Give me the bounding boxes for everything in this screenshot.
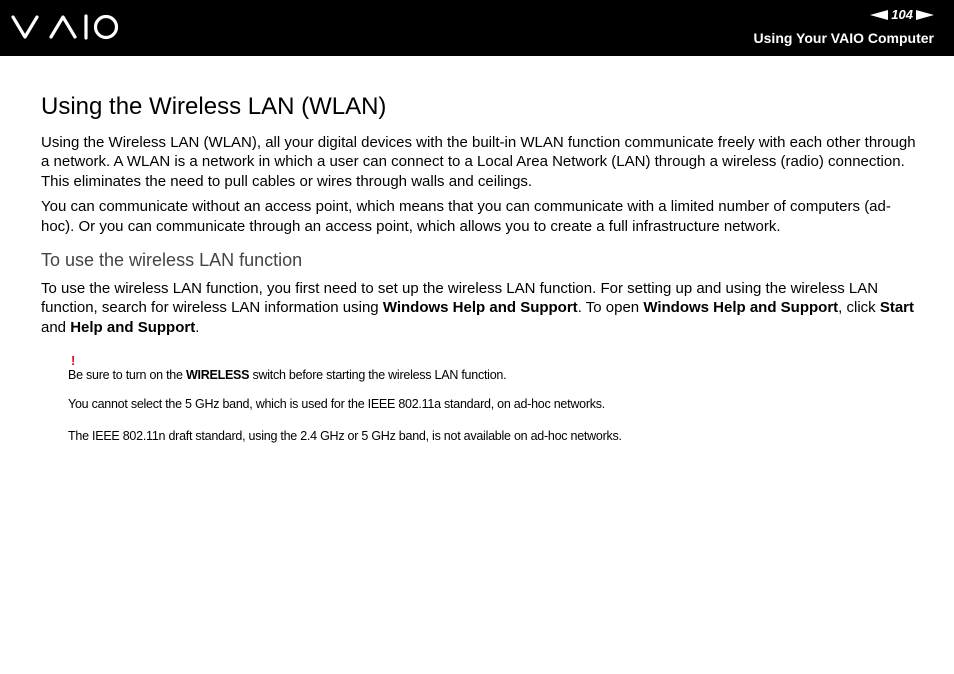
note-wireless-switch bbox=[68, 367, 921, 383]
page-header bbox=[0, 0, 954, 56]
wireless-term: WIRELESS bbox=[185, 368, 250, 383]
previous-page-arrow-icon[interactable] bbox=[870, 10, 888, 20]
windows-help-support-term: Windows Help and Support bbox=[643, 299, 839, 317]
note-5ghz-band: You cannot select the 5 GHz band, which is used for the IEEE 802.11a standard, on ad-hoc networks. bbox=[68, 397, 605, 412]
next-page-arrow-icon[interactable] bbox=[916, 10, 934, 20]
setup-text: . To open bbox=[577, 299, 644, 317]
warning-mark-icon: ! bbox=[71, 353, 76, 369]
setup-text: , click bbox=[838, 299, 880, 317]
setup-text: . bbox=[195, 318, 200, 336]
page-navigator bbox=[870, 7, 934, 23]
page-number: 104 bbox=[891, 7, 913, 22]
notes-section bbox=[41, 354, 921, 444]
page-content bbox=[41, 92, 921, 444]
note-80211n-draft: The IEEE 802.11n draft standard, using the 2.4 GHz or 5 GHz band, is not available on ad-hoc networks. bbox=[68, 429, 622, 444]
windows-help-support-term: Windows Help and Support bbox=[382, 299, 578, 317]
subheading: To use the wireless LAN function bbox=[41, 250, 303, 271]
access-point-paragraph: You can communicate without an access point, which means that you can communicate with a limited number of computers (ad-hoc). Or you can communicate through an access point, which allows you to create a full infrastructure network. bbox=[41, 198, 891, 235]
start-term: Start bbox=[879, 299, 915, 317]
setup-paragraph bbox=[41, 279, 921, 337]
help-and-support-term: Help and Support bbox=[70, 318, 196, 336]
vaio-logo bbox=[11, 13, 121, 46]
intro-paragraph: Using the Wireless LAN (WLAN), all your digital devices with the built-in WLAN function communicate freely with each other through a network. A WLAN is a network in which a user can connect to a Local Area Network (LAN) through a wireless (radio) connection. This eliminates the need to pull cables or wires through walls and ceilings. bbox=[41, 134, 916, 190]
section-title: Using Your VAIO Computer bbox=[753, 30, 934, 46]
note-text: switch before starting the wireless LAN function. bbox=[249, 368, 507, 383]
vaio-logo-icon bbox=[11, 13, 121, 41]
setup-text: To use the wireless LAN function, you first need to set up the wireless LAN function. For setting up and using the wireless LAN function, search for wireless LAN information using bbox=[41, 280, 879, 317]
setup-text: and bbox=[41, 318, 71, 336]
note-text: Be sure to turn on the bbox=[68, 368, 186, 383]
page-title: Using the Wireless LAN (WLAN) bbox=[41, 93, 387, 120]
